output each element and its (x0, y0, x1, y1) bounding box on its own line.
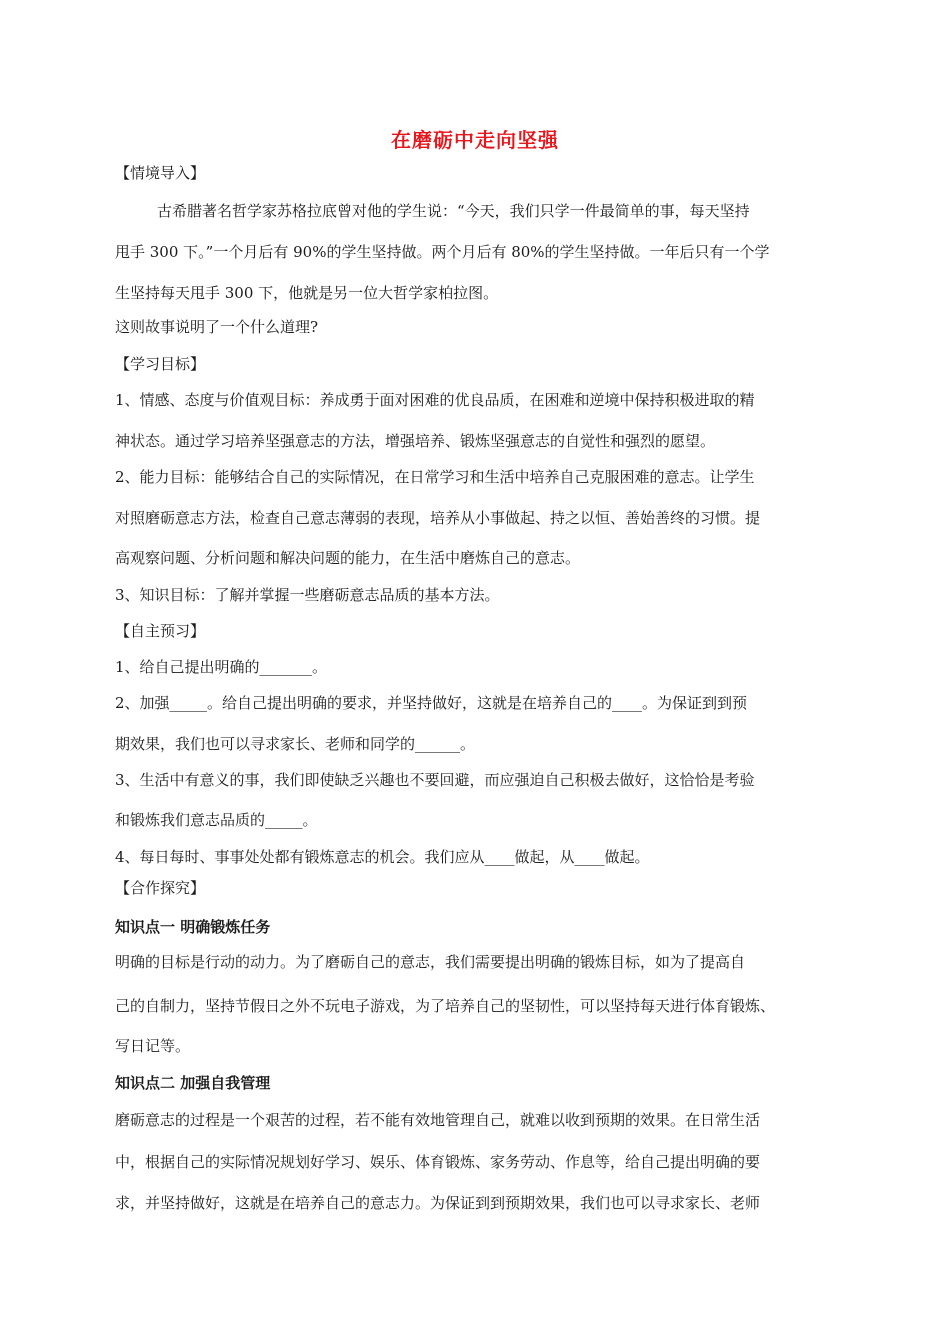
preview-line-1: 1、给自己提出明确的_______。 (115, 658, 328, 676)
knowledge-point-1-heading: 知识点一 明确锻炼任务 (115, 918, 271, 936)
intro-question: 这则故事说明了一个什么道理? (115, 318, 319, 336)
knowledge-point-2-heading: 知识点二 加强自我管理 (115, 1074, 271, 1092)
preview-line-3: 期效果，我们也可以寻求家长、老师和同学的______。 (115, 735, 476, 753)
preview-line-5: 和锻炼我们意志品质的_____。 (115, 811, 318, 829)
section-heading-coop: 【合作探究】 (115, 879, 206, 897)
section-heading-goals: 【学习目标】 (115, 355, 206, 373)
goals-line-1: 1、情感、态度与价值观目标：养成勇于面对困难的优良品质，在困难和逆境中保持积极进取的精 (115, 391, 755, 409)
point1-line-2: 己的自制力，坚持节假日之外不玩电子游戏，为了培养自己的坚韧性，可以坚持每天进行体育锻炼、 (115, 997, 776, 1015)
intro-line-3: 生坚持每天甩手 300 下，他就是另一位大哲学家柏拉图。 (115, 284, 499, 302)
intro-line-2: 甩手 300 下。”一个月后有 90%的学生坚持做。两个月后有 80%的学生坚持做。一年后只有一个学 (115, 243, 770, 261)
point1-line-3: 写日记等。 (115, 1037, 191, 1055)
point2-line-2: 中，根据自己的实际情况规划好学习、娱乐、体育锻炼、家务劳动、作息等，给自己提出明确的要 (115, 1153, 761, 1171)
goals-line-3: 2、能力目标：能够结合自己的实际情况，在日常学习和生活中培养自己克服困难的意志。让学生 (115, 468, 755, 486)
page-title: 在磨砺中走向坚强 (391, 128, 559, 152)
point2-line-3: 求，并坚持做好，这就是在培养自己的意志力。为保证到到预期效果，我们也可以寻求家长、老师 (115, 1194, 761, 1212)
intro-line-1: 古希腊著名哲学家苏格拉底曾对他的学生说：“今天，我们只学一件最简单的事，每天坚持 (157, 202, 750, 220)
goals-line-2: 神状态。通过学习培养坚强意志的方法，增强培养、锻炼坚强意志的自觉性和强烈的愿望。 (115, 432, 716, 450)
preview-line-2: 2、加强_____。给自己提出明确的要求，并坚持做好，这就是在培养自己的____。为保证到到预 (115, 694, 748, 712)
preview-line-4: 3、生活中有意义的事，我们即使缺乏兴趣也不要回避，而应强迫自己积极去做好，这恰恰是考验 (115, 771, 755, 789)
goals-line-4: 对照磨砺意志方法，检查自己意志薄弱的表现，培养从小事做起、持之以恒、善始善终的习惯。提 (115, 509, 761, 527)
section-heading-intro: 【情境导入】 (115, 164, 206, 182)
point2-line-1: 磨砺意志的过程是一个艰苦的过程，若不能有效地管理自己，就难以收到预期的效果。在日常生活 (115, 1111, 761, 1129)
point1-line-1: 明确的目标是行动的动力。为了磨砺自己的意志，我们需要提出明确的锻炼目标，如为了提高自 (115, 953, 746, 971)
goals-line-5: 高观察问题、分析问题和解决问题的能力，在生活中磨炼自己的意志。 (115, 549, 581, 567)
goals-line-6: 3、知识目标：了解并掌握一些磨砺意志品质的基本方法。 (115, 586, 500, 604)
preview-line-6: 4、每日每时、事事处处都有锻炼意志的机会。我们应从____做起，从____做起。 (115, 848, 650, 866)
section-heading-preview: 【自主预习】 (115, 622, 206, 640)
